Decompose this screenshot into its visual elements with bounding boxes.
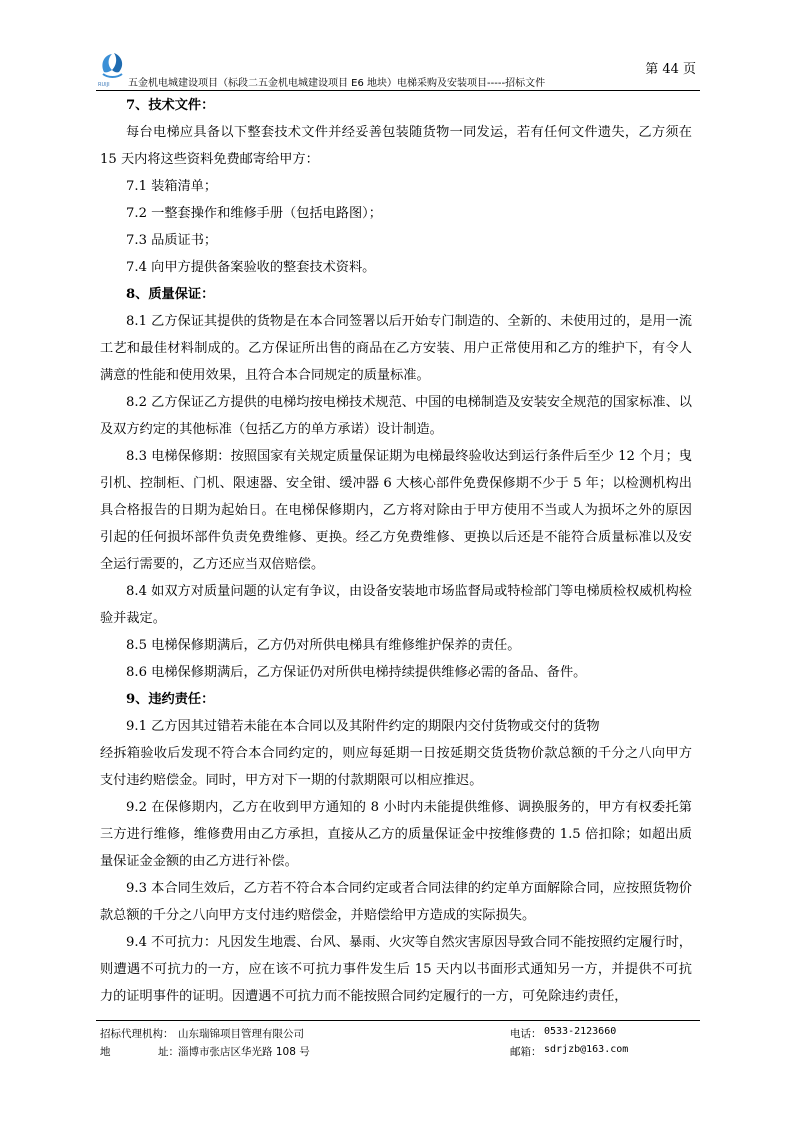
section-7-item: 7.2 一整套操作和维修手册（包括电路图）； xyxy=(126,206,382,221)
email-address: sdrjzb@163.com xyxy=(544,1044,629,1055)
agency-name: 山东瑞锦项目管理有限公司 xyxy=(178,1028,304,1040)
clause-8-4: 8.4 如双方对质量问题的认定有争议，由设备安装地市场监督局或特检部门等电梯质检权威机构检验并裁定。 xyxy=(100,584,692,626)
section-7-item: 7.1 装箱清单； xyxy=(126,179,218,194)
document-body xyxy=(100,92,692,1010)
page-footer xyxy=(96,1020,700,1064)
logo-text: RUIJI xyxy=(98,82,110,88)
clause-9-1-line1: 9.1 乙方因其过错若未能在本合同以及其附件约定的期限内交付货物或交付的货物 xyxy=(126,719,600,734)
clause-9-3: 9.3 本合同生效后，乙方若不符合本合同约定或者合同法律的约定单方面解除合同，应按照货物价款总额的千分之八向甲方支付违约赔偿金，并赔偿给甲方造成的实际损失。 xyxy=(100,881,692,923)
section-7-item: 7.4 向甲方提供备案验收的整套技术资料。 xyxy=(126,260,376,275)
clause-9-2: 9.2 在保修期内，乙方在收到甲方通知的 8 小时内未能提供维修、调换服务的，甲方有权委托第三方进行维修，维修费用由乙方承担，直接从乙方的质量保证金中按维修费的 1.5 倍扣除；如超出质量保证金金额的由乙方进行补偿。 xyxy=(100,800,692,869)
section-7-intro: 每台电梯应具备以下整套技术文件并经妥善包装随货物一同发运，若有任何文件遗失，乙方须在 15 天内将这些资料免费邮寄给甲方： xyxy=(100,125,692,167)
section-9-heading: 9、违约责任： xyxy=(126,692,215,707)
section-8-heading: 8、质量保证： xyxy=(126,287,215,302)
page-header xyxy=(96,46,700,92)
company-logo-icon xyxy=(98,50,126,82)
clause-9-1-rest: 经拆箱验收后发现不符合本合同约定的，则应每延期一日按延期交货货物价款总额的千分之八向甲方支付违约赔偿金。同时，甲方对下一期的付款期限可以相应推迟。 xyxy=(100,746,692,788)
address-label-start: 地 xyxy=(100,1046,111,1058)
document-title: 五金机电城建设项目（标段二五金机电城建设项目 E6 地块）电梯采购及安装项目-----招标文件 xyxy=(128,78,546,89)
page-number: 第 44 页 xyxy=(645,62,696,77)
clause-9-4: 9.4 不可抗力：凡因发生地震、台风、暴雨、火灾等自然灾害原因导致合同不能按照约定履行时，则遭遇不可抗力的一方，应在该不可抗力事件发生后 15 天内以书面形式通知另一方，并提供不可抗力的证明事件的证明。因遭遇不可抗力而不能按照合同约定履行的一方，可免除违约责任， xyxy=(100,935,692,1004)
clause-8-1: 8.1 乙方保证其提供的货物是在本合同签署以后开始专门制造的、全新的、未使用过的，是用一流工艺和最佳材料制成的。乙方保证所出售的商品在乙方安装、用户正常使用和乙方的维护下，有令人满意的性能和使用效果，且符合本合同规定的质量标准。 xyxy=(100,314,692,383)
address-label-end: 址： xyxy=(158,1046,179,1058)
phone-label: 电话： xyxy=(510,1028,542,1040)
agency-label: 招标代理机构： xyxy=(100,1028,174,1040)
email-label: 邮箱： xyxy=(510,1046,542,1058)
clause-8-5: 8.5 电梯保修期满后，乙方仍对所供电梯具有维修维护保养的责任。 xyxy=(126,638,521,653)
phone-number: 0533-2123660 xyxy=(544,1026,617,1037)
header-divider xyxy=(96,90,700,91)
clause-8-2: 8.2 乙方保证乙方提供的电梯均按电梯技术规范、中国的电梯制造及安装安全规范的国家标准、以及双方约定的其他标准（包括乙方的单方承诺）设计制造。 xyxy=(100,395,692,437)
clause-8-6: 8.6 电梯保修期满后，乙方保证仍对所供电梯持续提供维修必需的备品、备件。 xyxy=(126,665,587,680)
section-7-heading: 7、技术文件： xyxy=(126,98,215,113)
address-value: 淄博市张店区华光路 108 号 xyxy=(178,1046,310,1058)
footer-divider xyxy=(96,1020,700,1021)
section-7-item: 7.3 品质证书； xyxy=(126,233,218,248)
clause-8-3: 8.3 电梯保修期：按照国家有关规定质量保证期为电梯最终验收达到运行条件后至少 12 个月；曳引机、控制柜、门机、限速器、安全钳、缓冲器 6 大核心部件免费保修期不少于 5 年；以检测机构出具合格报告的日期为起始日。在电梯保修期内，乙方将对除由于甲方使用不当或人为损坏之外的原因引起的任何损坏部件负责免费维修、更换。经乙方免费维修、更换以后还是不能符合质量标准以及安全运行需要的，乙方还应当双倍赔偿。 xyxy=(100,449,692,572)
